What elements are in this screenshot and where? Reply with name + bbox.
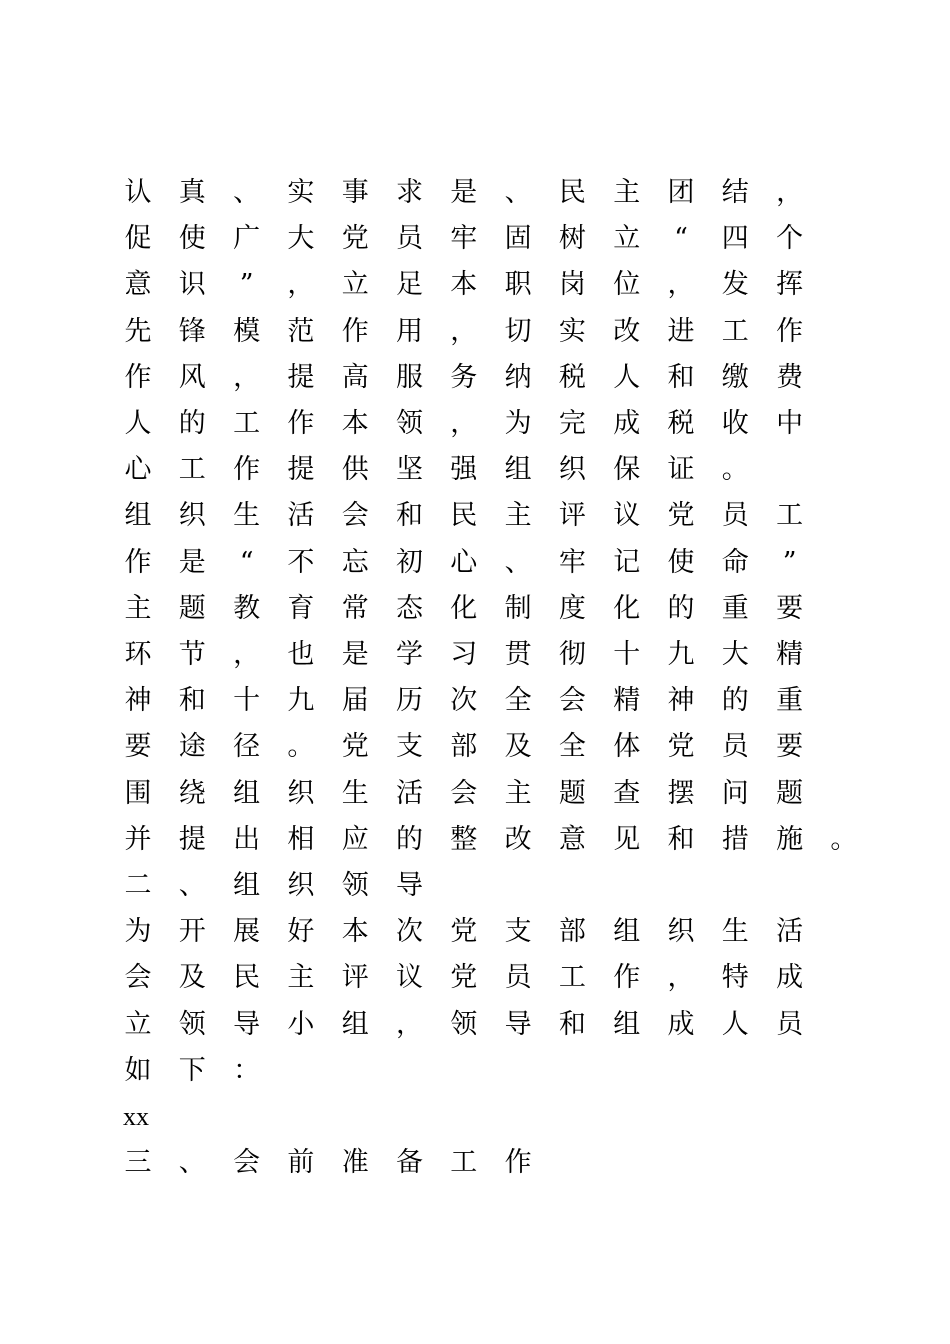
text-char: 准	[341, 1147, 369, 1179]
text-char: 领	[396, 408, 423, 439]
text-char: 习	[450, 639, 478, 670]
text-char: ，	[287, 269, 315, 301]
text-char: 导	[233, 1008, 261, 1040]
text-char: ”	[239, 269, 254, 301]
text-char: 导	[504, 1008, 532, 1040]
text-char: 应	[341, 823, 369, 855]
text-char: 作	[504, 1147, 532, 1179]
text-char: 问	[721, 777, 749, 809]
text-char: 民	[450, 500, 478, 532]
text-char: 学	[396, 639, 423, 670]
text-char: 小	[287, 1008, 315, 1040]
text-char: 主	[613, 177, 641, 208]
text-char: 锋	[178, 315, 206, 347]
text-char: 组	[613, 916, 641, 948]
text-char: 整	[450, 823, 478, 855]
text-char: 进	[667, 315, 695, 347]
text-char: 党	[341, 223, 369, 255]
text-char: 民	[558, 177, 586, 208]
text-char: 并	[124, 823, 152, 855]
text-char: 为	[504, 408, 532, 439]
text-char: 发	[721, 269, 749, 301]
text-char: ，	[233, 639, 261, 670]
text-char: 党	[341, 731, 369, 763]
text-char: 贯	[504, 639, 532, 670]
text-char: 体	[613, 731, 641, 763]
text-char: 十	[233, 685, 261, 717]
text-char: 特	[721, 962, 749, 994]
text-char: 织	[287, 870, 315, 901]
text-char: 员	[776, 1008, 804, 1040]
text-char: 织	[178, 500, 206, 532]
text-char: 、	[178, 870, 206, 901]
text-char: 届	[341, 685, 369, 717]
text-char: ，	[396, 1008, 423, 1040]
text-char: 改	[613, 315, 641, 347]
text-char: 记	[613, 546, 641, 578]
text-char: 要	[776, 592, 804, 624]
text-char: 教	[233, 592, 261, 624]
text-char: 实	[287, 177, 315, 208]
text-char: 工	[178, 454, 206, 486]
text-char: 工	[233, 408, 261, 439]
text-char: 开	[178, 916, 206, 948]
text-char: 收	[721, 408, 749, 439]
text-char: 组	[124, 500, 152, 532]
text-char: 供	[341, 454, 369, 486]
text-char: 九	[287, 685, 315, 717]
text-char: 题	[558, 777, 586, 809]
text-char: 组	[233, 870, 261, 901]
text-char: 心	[124, 454, 152, 486]
text-char: 牢	[558, 546, 586, 578]
text-char: 树	[558, 223, 586, 255]
text-char: 范	[287, 315, 315, 347]
text-char: 真	[178, 177, 206, 208]
text-char: 岗	[558, 269, 586, 301]
text-char: ，	[450, 408, 478, 439]
text-char: 环	[124, 639, 152, 670]
text-char: 作	[613, 962, 641, 994]
text-char: 工	[450, 1147, 478, 1179]
text-char: 党	[667, 500, 695, 532]
text-char: 不	[287, 546, 315, 578]
text-char: 挥	[776, 269, 804, 301]
text-char: 保	[613, 454, 641, 486]
text-char: 求	[396, 177, 423, 208]
text-char: 织	[558, 454, 586, 486]
text-char: 措	[721, 823, 749, 855]
text-char: 织	[667, 916, 695, 948]
text-char: ，	[450, 315, 478, 347]
text-char: 员	[721, 500, 749, 532]
text-char: 支	[396, 731, 423, 763]
text-char: 识	[178, 269, 206, 301]
text-char: 议	[613, 500, 641, 532]
text-char: 缴	[721, 361, 749, 393]
text-char: 意	[124, 269, 152, 301]
text-char: 摆	[667, 777, 695, 809]
text-char: 工	[721, 315, 749, 347]
text-char: 全	[558, 731, 586, 763]
text-char: 团	[667, 177, 695, 208]
text-char: 议	[396, 962, 423, 994]
text-char: 税	[667, 408, 695, 439]
text-char: 查	[613, 777, 641, 809]
text-char: 化	[613, 592, 641, 624]
text-char: 精	[776, 639, 804, 670]
text-char: 展	[233, 916, 261, 948]
text-char: “	[239, 546, 254, 578]
text-char: 成	[667, 1008, 695, 1040]
text-char: 事	[341, 177, 369, 208]
text-char: 费	[776, 361, 804, 393]
text-char: 、	[504, 546, 532, 578]
text-char: 结	[721, 177, 749, 208]
text-char: 本	[450, 269, 478, 301]
text-char: 民	[233, 962, 261, 994]
text-char: 模	[233, 315, 261, 347]
text-char: 服	[396, 361, 423, 393]
text-char: 评	[341, 962, 369, 994]
text-char: 改	[504, 823, 532, 855]
text-char: ，	[667, 962, 695, 994]
text-char: 活	[396, 777, 423, 809]
text-char: 会	[124, 962, 152, 994]
text-char: 的	[667, 592, 695, 624]
text-char: 高	[341, 361, 369, 393]
text-char: 出	[233, 823, 261, 855]
text-char: 强	[450, 454, 478, 486]
text-char: 作	[124, 546, 152, 578]
text-char: 立	[124, 1008, 152, 1040]
text-char: 提	[178, 823, 206, 855]
text-char: 制	[504, 592, 532, 624]
text-char: 成	[613, 408, 641, 439]
text-char: 认	[124, 177, 152, 208]
text-char: 领	[341, 870, 369, 901]
text-char: 成	[776, 962, 804, 994]
text-char: 广	[233, 223, 261, 255]
text-char: 。	[287, 731, 315, 763]
text-char: 见	[613, 823, 641, 855]
text-char: 的	[721, 685, 749, 717]
text-char: 要	[124, 731, 152, 763]
text-char: 组	[504, 454, 532, 486]
text-char: 和	[667, 361, 695, 393]
text-char: 作	[233, 454, 261, 486]
text-char: 本	[341, 916, 369, 948]
text-char: 完	[558, 408, 586, 439]
text-char: 作	[341, 315, 369, 347]
text-char: 组	[613, 1008, 641, 1040]
text-char: 三	[124, 1147, 152, 1179]
text-char: 职	[504, 269, 532, 301]
text-char: 命	[721, 546, 749, 578]
text-char: 证	[667, 454, 695, 486]
text-char: 次	[396, 916, 423, 948]
text-char: 彻	[558, 639, 586, 670]
text-char: 党	[450, 962, 478, 994]
text-char: 神	[667, 685, 695, 717]
text-char: 施	[776, 823, 804, 855]
text-char: 和	[558, 1008, 586, 1040]
text-char: 会	[450, 777, 478, 809]
text-char: 导	[396, 870, 423, 901]
text-char: 前	[287, 1147, 315, 1179]
text-char: 提	[287, 454, 315, 486]
text-char: 、	[233, 177, 261, 208]
text-char: 主	[124, 592, 152, 624]
text-char: 先	[124, 315, 152, 347]
text-char: 备	[396, 1147, 423, 1179]
text-char: 的	[396, 823, 423, 855]
text-char: ：	[233, 1054, 261, 1086]
text-char: 主	[504, 777, 532, 809]
text-char: “	[674, 223, 688, 255]
text-char: 织	[287, 777, 315, 809]
text-char: 下	[178, 1054, 206, 1086]
text-char: 十	[613, 639, 641, 670]
text-char: 也	[287, 639, 315, 670]
text-char: 为	[124, 916, 152, 948]
text-char: 坚	[396, 454, 423, 486]
text-char: 中	[776, 408, 804, 439]
text-char: 是	[450, 177, 478, 208]
text-char: ”	[782, 546, 797, 578]
text-char: 途	[178, 731, 206, 763]
text-char: 工	[558, 962, 586, 994]
text-char: 相	[287, 823, 315, 855]
text-char: 神	[124, 685, 152, 717]
text-char: 节	[178, 639, 206, 670]
text-char: 使	[667, 546, 695, 578]
text-char: 常	[341, 592, 369, 624]
text-char: 心	[450, 546, 478, 578]
text-char: 度	[558, 592, 586, 624]
text-char: 围	[124, 777, 152, 809]
text-char: 精	[613, 685, 641, 717]
text-char: 径	[233, 731, 261, 763]
text-char: 忘	[341, 546, 369, 578]
text-char: 会	[341, 500, 369, 532]
text-char: 人	[613, 361, 641, 393]
text-char: 个	[776, 223, 804, 255]
text-char: 会	[233, 1147, 261, 1179]
text-char: 务	[450, 361, 478, 393]
text-char: 党	[667, 731, 695, 763]
text-char: 领	[178, 1008, 206, 1040]
text-char: 纳	[504, 361, 532, 393]
text-char: 员	[721, 731, 749, 763]
text-char: 立	[613, 223, 641, 255]
text-run: xx	[123, 1102, 149, 1131]
text-char: 生	[721, 916, 749, 948]
text-char: 生	[341, 777, 369, 809]
text-char: 员	[504, 962, 532, 994]
text-char: 党	[450, 916, 478, 948]
text-char: 人	[124, 408, 152, 439]
text-char: 足	[396, 269, 423, 301]
text-char: 组	[341, 1008, 369, 1040]
text-char: 意	[558, 823, 586, 855]
text-char: 绕	[178, 777, 206, 809]
text-char: 切	[504, 315, 532, 347]
text-char: 牢	[450, 223, 478, 255]
text-char: 及	[178, 962, 206, 994]
text-char: 主	[504, 500, 532, 532]
text-char: 重	[721, 592, 749, 624]
text-char: 、	[504, 177, 532, 208]
text-char: 大	[287, 223, 315, 255]
text-char: 、	[178, 1147, 206, 1179]
text-char: 提	[287, 361, 315, 393]
text-char: 是	[178, 546, 206, 578]
text-char: 历	[396, 685, 423, 717]
text-char: 和	[667, 823, 695, 855]
text-char: 题	[776, 777, 804, 809]
text-char: 是	[341, 639, 369, 670]
text-char: 位	[613, 269, 641, 301]
text-char: 和	[396, 500, 423, 532]
text-char: 及	[504, 731, 532, 763]
text-char: 风	[178, 361, 206, 393]
text-char: 立	[341, 269, 369, 301]
text-char: 评	[558, 500, 586, 532]
text-char: 大	[721, 639, 749, 670]
text-char: 税	[558, 361, 586, 393]
text-char: 育	[287, 592, 315, 624]
text-char: 四	[721, 223, 749, 255]
text-char: 会	[558, 685, 586, 717]
text-char: 员	[396, 223, 423, 255]
text-char: 主	[287, 962, 315, 994]
text-char: 。	[830, 823, 858, 855]
text-char: 支	[504, 916, 532, 948]
text-char: 部	[450, 731, 478, 763]
text-char: 化	[450, 592, 478, 624]
text-char: 初	[396, 546, 423, 578]
text-char: 要	[776, 731, 804, 763]
text-char: 促	[124, 223, 152, 255]
text-char: 部	[558, 916, 586, 948]
text-char: 固	[504, 223, 532, 255]
text-char: 好	[287, 916, 315, 948]
text-char: 作	[124, 361, 152, 393]
text-char: 用	[396, 315, 423, 347]
text-char: 人	[721, 1008, 749, 1040]
text-char: 题	[178, 592, 206, 624]
text-char: 重	[776, 685, 804, 717]
text-char: ，	[776, 177, 804, 208]
text-char: ，	[667, 269, 695, 301]
text-char: 和	[178, 685, 206, 717]
text-char: 实	[558, 315, 586, 347]
text-char: 态	[396, 592, 423, 624]
text-char: 二	[124, 870, 152, 901]
text-char: 生	[233, 500, 261, 532]
text-char: 次	[450, 685, 478, 717]
text-char: 九	[667, 639, 695, 670]
text-char: 全	[504, 685, 532, 717]
text-char: 如	[124, 1054, 152, 1086]
text-char: 活	[776, 916, 804, 948]
text-char: 的	[178, 408, 206, 439]
text-char: 组	[233, 777, 261, 809]
text-char: 作	[287, 408, 315, 439]
text-char: 本	[341, 408, 369, 439]
text-char: 工	[776, 500, 804, 532]
text-char: 使	[178, 223, 206, 255]
text-char: 活	[287, 500, 315, 532]
text-char: ，	[233, 361, 261, 393]
text-char: 领	[450, 1008, 478, 1040]
text-char: 。	[721, 454, 749, 486]
text-char: 作	[776, 315, 804, 347]
